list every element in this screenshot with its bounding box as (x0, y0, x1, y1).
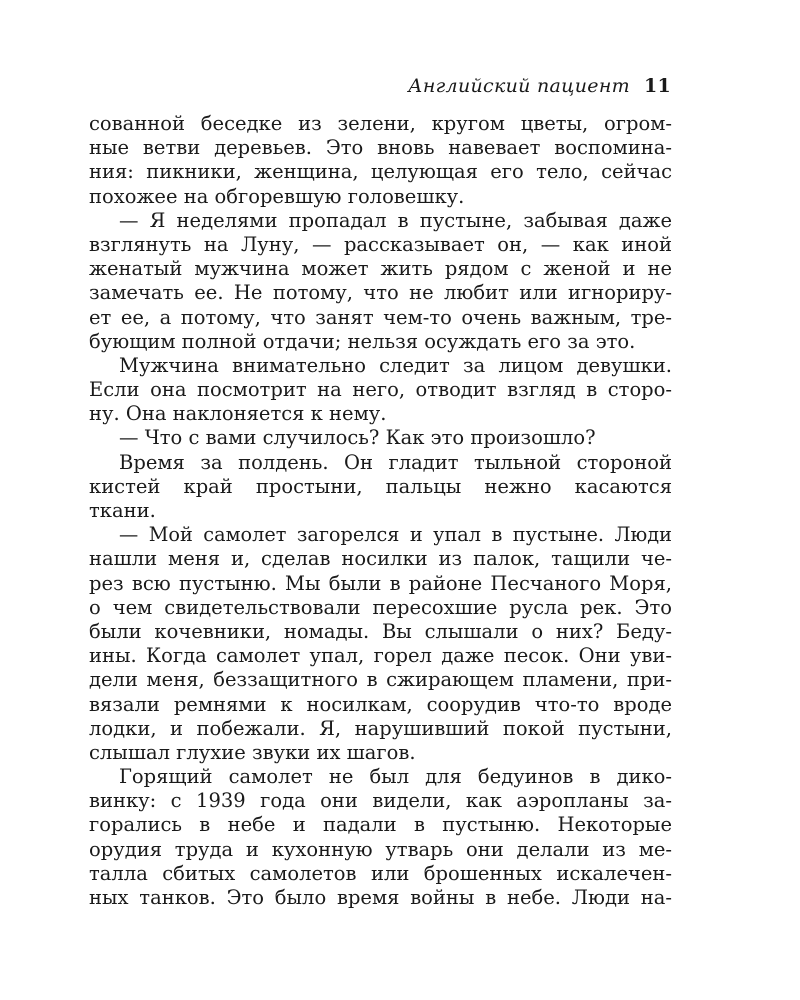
text-line: замечать ее. Не потому, что не любит или игнориру- (89, 281, 672, 305)
text-line: нашли меня и, сделав носилки из палок, тащили че- (89, 547, 672, 571)
text-line: бующим полной отдачи; нельзя осуждать его за это. (89, 329, 636, 353)
text-line: кистей край простыни, пальцы нежно касаются (89, 474, 672, 498)
text-line: ния: пикники, женщина, целующая его тело, сейчас (89, 160, 672, 184)
text-line: ные ветви деревьев. Это вновь навевает воспомина- (89, 136, 672, 160)
text-line: ну. Она наклоняется к нему. (89, 402, 387, 426)
text-line: вязали ремнями к носилкам, соорудив что-то вроде (89, 692, 672, 716)
text-line: ет ее, а потому, что занят чем-то очень важным, тре- (89, 305, 672, 329)
text-line: о чем свидетельствовали пересохшие русла рек. Это (89, 595, 672, 619)
text-line: лодки, и побежали. Я, нарушивший покой пустыни, (89, 716, 672, 740)
text-line: слышал глухие звуки их шагов. (89, 740, 416, 764)
text-line: дели меня, беззащитного в сжирающем пламени, при- (89, 668, 672, 692)
text-line: Если она посмотрит на него, отводит взгляд в сторо- (89, 378, 672, 402)
text-line: Мужчина внимательно следит за лицом девушки. (119, 353, 672, 377)
page-number: 11 (643, 75, 671, 97)
text-line: — Я неделями пропадал в пустыне, забывая даже (119, 208, 672, 232)
text-line: талла сбитых самолетов или брошенных искалечен- (89, 861, 672, 885)
book-title: Английский пациент (408, 75, 630, 97)
text-line: сованной беседке из зелени, кругом цветы, огром- (89, 112, 672, 135)
text-line: взглянуть на Луну, — рассказывает он, — как иной (89, 232, 672, 256)
text-line: ткани. (89, 499, 156, 522)
text-line: — Мой самолет загорелся и упал в пустыне. Люди (119, 523, 672, 547)
text-line: женатый мужчина может жить рядом с женой и не (89, 257, 672, 281)
text-line: винку: с 1939 года они видели, как аэропланы за- (89, 789, 672, 813)
text-line: были кочевники, номады. Вы слышали о них? Беду- (89, 619, 672, 643)
text-line: похожее на обгоревшую головешку. (89, 184, 465, 208)
text-line: Время за полдень. Он гладит тыльной стороной (119, 450, 672, 474)
text-line: ных танков. Это было время войны в небе. Люди на- (89, 886, 672, 909)
text-line: орудия труда и кухонную утварь они делали из ме- (89, 837, 672, 861)
text-line: рез всю пустыню. Мы были в районе Песчаного Моря, (89, 571, 672, 595)
body-text (89, 112, 672, 910)
text-line: ины. Когда самолет упал, горел даже песок. Они уви- (89, 644, 672, 668)
text-line: горались в небе и падали в пустыню. Некоторые (89, 813, 672, 837)
running-header (408, 74, 671, 98)
text-line: — Что с вами случилось? Как это произошло? (119, 426, 596, 450)
text-line: Горящий самолет не был для бедуинов в дико- (119, 765, 672, 789)
